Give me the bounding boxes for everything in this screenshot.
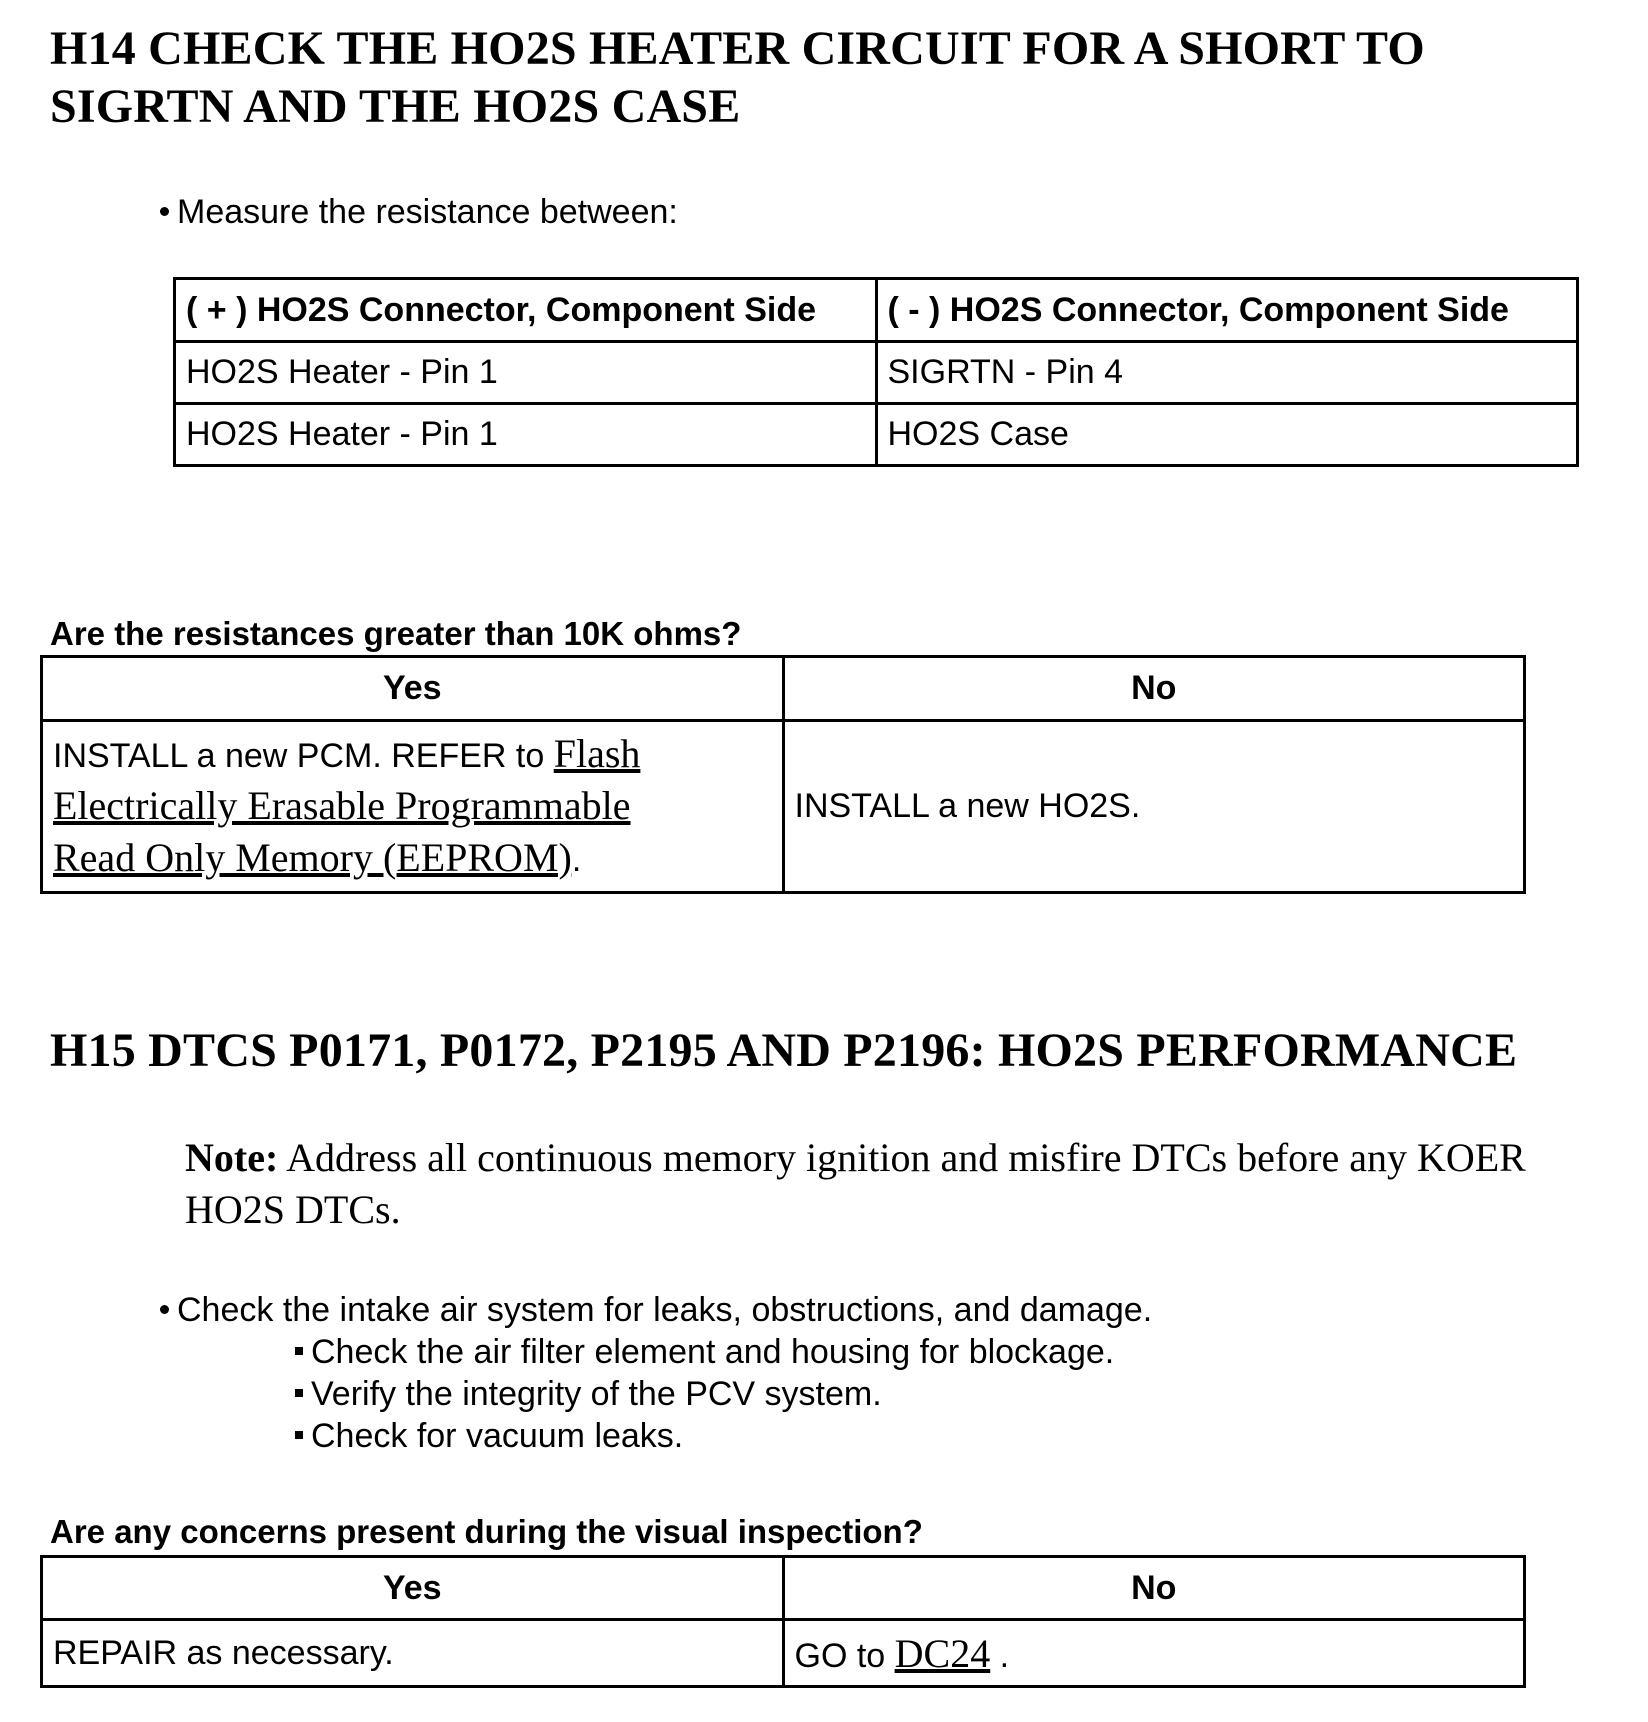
- h15-subbullet: [295, 1374, 882, 1414]
- square-bullet-icon: [295, 1347, 303, 1355]
- measure-cell: SIGRTN - Pin 4: [876, 342, 1578, 404]
- eeprom-link[interactable]: Flash Electrically Erasable Programmable Read Only Memory (EEPROM): [53, 730, 641, 880]
- h14-yes-cell: [42, 721, 784, 893]
- square-bullet-icon: [295, 1389, 303, 1397]
- h14-title-line1: H14 CHECK THE HO2S HEATER CIRCUIT FOR A SHORT TO: [50, 22, 1425, 75]
- h15-note: [185, 1132, 1585, 1236]
- h15-no-prefix: GO to: [794, 1636, 895, 1675]
- h14-question: Are the resistances greater than 10K ohms?: [50, 615, 742, 652]
- h15-no-header: No: [783, 1557, 1525, 1620]
- measure-cell: HO2S Case: [876, 404, 1578, 466]
- h15-bullet-text: Check the intake air system for leaks, obstructions, and damage.: [177, 1291, 1153, 1329]
- measure-cell: HO2S Heater - Pin 1: [175, 342, 877, 404]
- h14-title: [50, 20, 1610, 136]
- h14-yes-header: Yes: [42, 657, 784, 721]
- note-label: Note:: [185, 1135, 279, 1180]
- h14-instruction: [160, 192, 678, 232]
- dc24-link[interactable]: DC24: [894, 1630, 991, 1676]
- h15-answer-table: [40, 1555, 1526, 1688]
- h15-subbullet: [295, 1332, 1114, 1372]
- h14-yes-prefix: INSTALL a new PCM. REFER to: [53, 736, 554, 775]
- note-text: Address all continuous memory ignition and misfire DTCs before any KOER HO2S DTCs.: [185, 1135, 1526, 1232]
- h15-title: H15 DTCS P0171, P0172, P2195 AND P2196: HO2S PERFORMANCE: [50, 1024, 1518, 1077]
- h14-answer-table: [40, 655, 1526, 894]
- table-row: [175, 404, 1578, 466]
- h14-title-line2: SIGRTN AND THE HO2S CASE: [50, 80, 741, 133]
- h15-subbullet-text: Check for vacuum leaks.: [311, 1417, 684, 1455]
- h14-no-header: No: [783, 657, 1525, 721]
- square-bullet-icon: [295, 1431, 303, 1439]
- h15-question: Are any concerns present during the visual inspection?: [50, 1513, 923, 1550]
- h14-no-cell: INSTALL a new HO2S.: [783, 721, 1525, 893]
- measure-cell: HO2S Heater - Pin 1: [175, 404, 877, 466]
- bullet-icon: [160, 207, 169, 216]
- h15-bullet: [160, 1290, 1152, 1330]
- h15-no-cell: [783, 1620, 1525, 1687]
- h14-measure-table: [173, 277, 1579, 467]
- h15-no-suffix: .: [990, 1636, 1010, 1675]
- table-row: [175, 342, 1578, 404]
- h14-instruction-text: Measure the resistance between:: [177, 193, 678, 231]
- h15-yes-cell: REPAIR as necessary.: [42, 1620, 784, 1687]
- h15-subbullet-text: Check the air filter element and housing for blockage.: [311, 1333, 1115, 1371]
- measure-header-negative: ( - ) HO2S Connector, Component Side: [876, 279, 1578, 342]
- h15-subbullet-text: Verify the integrity of the PCV system.: [311, 1375, 882, 1413]
- measure-header-positive: ( + ) HO2S Connector, Component Side: [175, 279, 877, 342]
- h15-yes-header: Yes: [42, 1557, 784, 1620]
- bullet-icon: [160, 1305, 169, 1314]
- h14-yes-suffix: .: [571, 840, 582, 879]
- h15-subbullet: [295, 1416, 683, 1456]
